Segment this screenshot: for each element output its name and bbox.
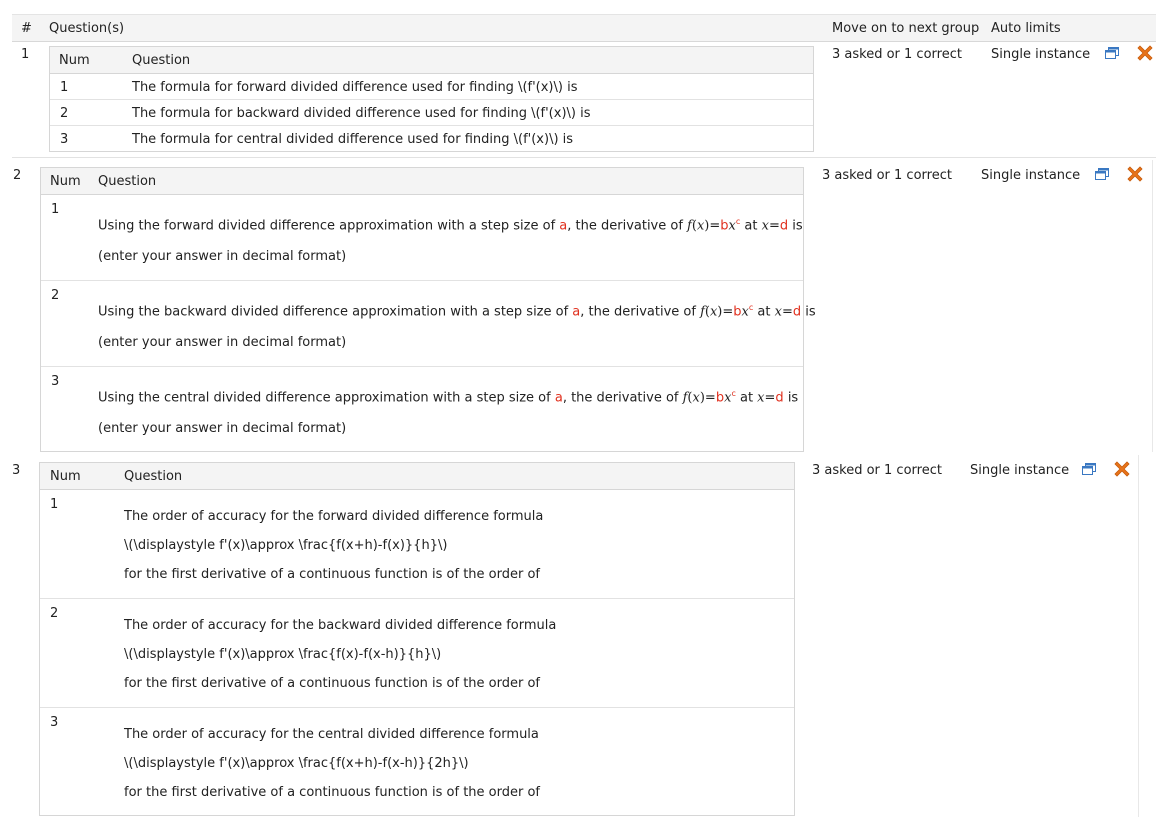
table-row[interactable] — [40, 490, 794, 599]
row-num: 3 — [51, 374, 60, 389]
row-num: 3 — [60, 132, 69, 147]
question-text: Using the central divided difference approximation with a step size of a, the derivative of $f(x)=bx^c$ at x=d is — [98, 389, 799, 406]
question-text: for the first derivative of a continuous function is of the order of — [124, 676, 541, 691]
row-num: 2 — [51, 288, 60, 303]
group-border — [1138, 455, 1139, 817]
delete-icon[interactable] — [1127, 166, 1143, 182]
table-row[interactable] — [40, 599, 794, 708]
move-on-value: 3 asked or 1 correct — [822, 168, 952, 183]
auto-limits-value: Single instance — [981, 168, 1081, 183]
question-text: The formula for backward divided difference used for finding \(f'(x)\) is — [132, 106, 591, 121]
table-row[interactable] — [50, 100, 813, 126]
delete-icon[interactable] — [1114, 461, 1130, 477]
question-hint: (enter your answer in decimal format) — [98, 421, 347, 436]
question-text: Using the forward divided difference approximation with a step size of a, the derivative of $f(x)=bx^c$ at x=d is — [98, 217, 803, 234]
question-text: The formula for forward divided difference used for finding \(f'(x)\) is — [132, 80, 578, 95]
question-hint: (enter your answer in decimal format) — [98, 249, 347, 264]
question-text: for the first derivative of a continuous function is of the order of — [124, 785, 541, 800]
col-num: Num — [59, 53, 90, 68]
header-num: # — [21, 21, 32, 36]
group-number: 3 — [12, 463, 21, 478]
question-text: The order of accuracy for the forward divided difference formula — [124, 509, 544, 524]
group-1-questions-table — [49, 46, 814, 152]
question-formula: \(\displaystyle f'(x)\approx \frac{f(x+h)-f(x-h)}{2h}\) — [124, 756, 469, 771]
row-num: 2 — [60, 106, 69, 121]
col-question: Question — [124, 469, 183, 484]
row-num: 3 — [50, 715, 59, 730]
row-num: 1 — [50, 497, 59, 512]
auto-limits-value: Single instance — [991, 47, 1091, 62]
table-row[interactable] — [50, 126, 813, 151]
row-num: 1 — [51, 202, 60, 217]
inner-table-header — [50, 47, 813, 74]
row-num: 2 — [50, 606, 59, 621]
inner-table-header — [40, 463, 794, 490]
group-number: 2 — [13, 168, 22, 183]
table-row[interactable] — [41, 195, 803, 281]
question-text: The order of accuracy for the backward divided difference formula — [124, 618, 557, 633]
copy-icon[interactable] — [1082, 463, 1096, 475]
move-on-value: 3 asked or 1 correct — [832, 47, 962, 62]
group-3-questions-table — [39, 462, 795, 816]
auto-limits-value: Single instance — [970, 463, 1070, 478]
col-num: Num — [50, 174, 81, 189]
table-row[interactable] — [40, 708, 794, 816]
inner-table-header — [41, 168, 803, 195]
copy-icon[interactable] — [1095, 168, 1109, 180]
header-auto-limits: Auto limits — [991, 21, 1061, 36]
col-num: Num — [50, 469, 81, 484]
col-question: Question — [132, 53, 191, 68]
move-on-value: 3 asked or 1 correct — [812, 463, 942, 478]
group-separator — [12, 157, 1156, 158]
question-formula: \(\displaystyle f'(x)\approx \frac{f(x)-f(x-h)}{h}\) — [124, 647, 442, 662]
table-row[interactable] — [50, 74, 813, 100]
copy-icon[interactable] — [1105, 47, 1119, 59]
header-move-on: Move on to next group — [832, 21, 980, 36]
table-row[interactable] — [41, 367, 803, 452]
question-formula: \(\displaystyle f'(x)\approx \frac{f(x+h)-f(x)}{h}\) — [124, 538, 448, 553]
groups-table-header — [12, 14, 1156, 42]
table-row[interactable] — [41, 281, 816, 367]
question-text: Using the backward divided difference approximation with a step size of a, the derivative of $f(x)=bx^c$ at x=d is — [98, 303, 816, 320]
question-text: for the first derivative of a continuous function is of the order of — [124, 567, 541, 582]
group-number: 1 — [21, 47, 30, 62]
row-num: 1 — [60, 80, 69, 95]
group-border — [1152, 160, 1153, 452]
header-questions: Question(s) — [49, 21, 125, 36]
delete-icon[interactable] — [1137, 45, 1153, 61]
question-text: The order of accuracy for the central divided difference formula — [124, 727, 539, 742]
col-question: Question — [98, 174, 157, 189]
group-2-questions-table — [40, 167, 816, 452]
question-text: The formula for central divided difference used for finding \(f'(x)\) is — [132, 132, 574, 147]
question-hint: (enter your answer in decimal format) — [98, 335, 347, 350]
